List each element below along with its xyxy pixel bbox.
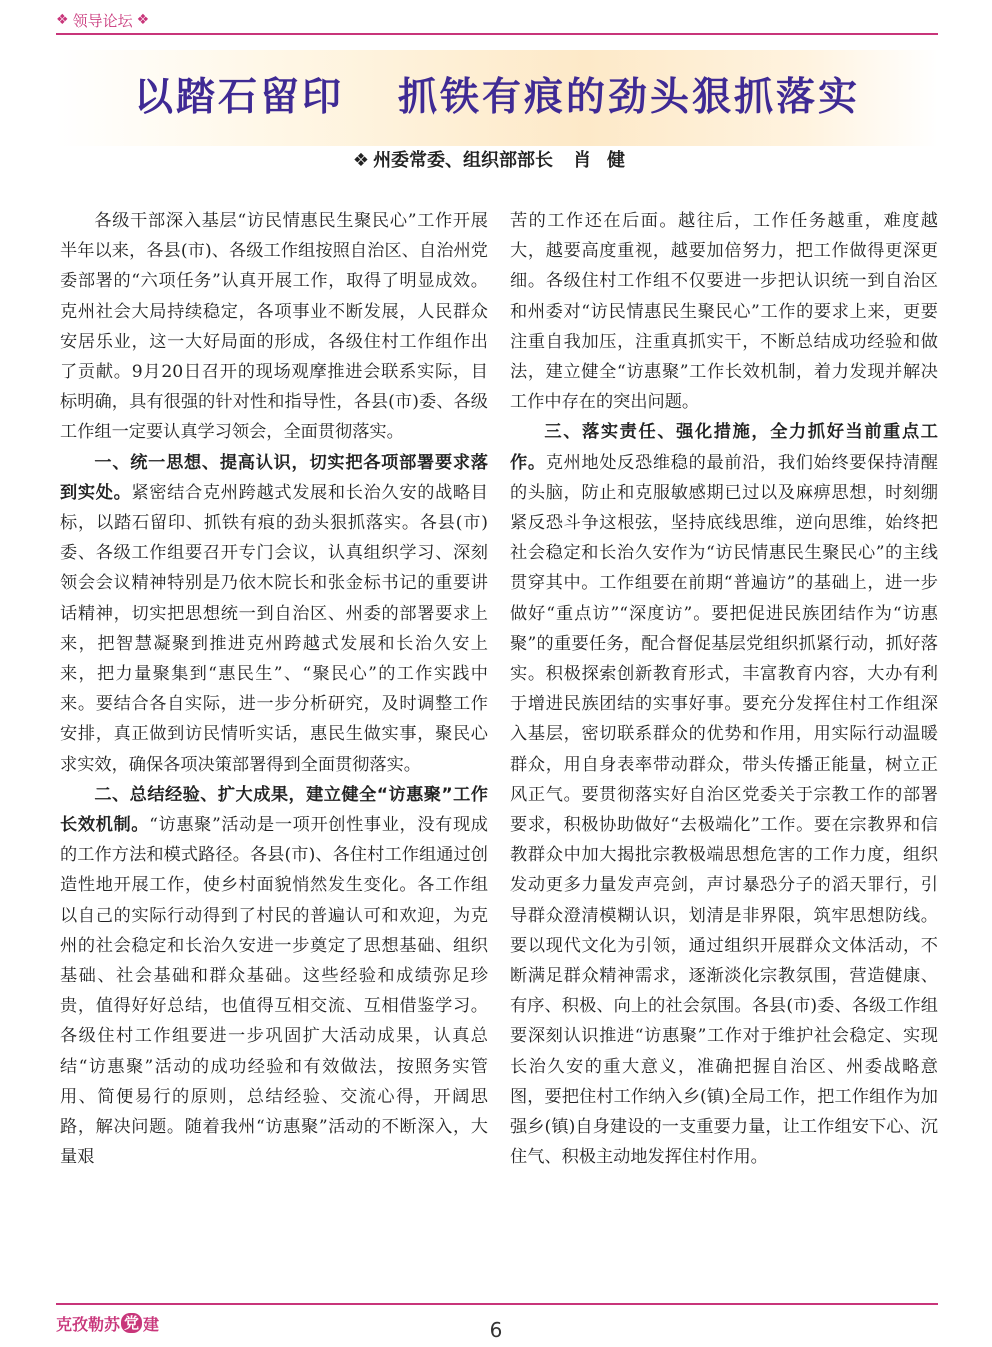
page-number: 6 [489, 1318, 503, 1342]
article-title [56, 66, 938, 122]
section-1-heading: 一、统一思想、提高认识，切实把各项部署要求落到实处。 [60, 452, 488, 503]
paragraph-intro: 各级干部深入基层“访民情惠民生聚民心”工作开展半年以来，各县(市)、各级工作组按照自治区、自治州党委部署的“六项任务”认真开展工作，取得了明显成效。克州社会大局持续稳定，各项事业不断发展，人民群众安居乐业，这一大好局面的形成，各级住村工作组作出了贡献。9月20日召开的现场观摩推进会联系实际，目标明确，具有很强的针对性和指导性，各县(市)委、各级工作组一定要认真学习领会，全面贯彻落实。 [60, 211, 488, 443]
author-line [56, 146, 938, 172]
brand-text: 克孜勒苏 [56, 1314, 121, 1334]
ornament-icon: ❖ [136, 12, 150, 28]
section-label: 领导论坛 [72, 11, 133, 30]
diamond-icon: ❖ [352, 150, 370, 171]
title-part-2: 抓铁有痕的劲头狠抓落实 [398, 75, 861, 120]
author-name: 肖健 [573, 150, 642, 171]
section-2-heading: 二、总结经验、扩大成果，建立健全“访惠聚”工作长效机制。 [60, 784, 488, 836]
right-column [510, 206, 938, 1173]
ornament-icon: ❖ [56, 12, 69, 28]
author-role: 州委常委、组织部部长 [373, 150, 554, 171]
paragraph-section-2 [60, 780, 488, 1173]
section-tag [56, 9, 149, 31]
brand-text-jian: 建 [143, 1314, 160, 1334]
left-column [60, 206, 488, 1173]
section-3-body: 克州地处反恐维稳的最前沿，我们始终要保持清醒的头脑，防止和克服敏感期已过以及麻痹思想，时刻绷紧反恐斗争这根弦，坚持底线思维，逆向思维，始终把社会稳定和长治久安作为“访民情惠民生聚民心”的主线贯穿其中。工作组要在前期“普遍访”的基础上，进一步做好“重点访”“深度访”。要把促进民族团结作为“访惠聚”的重要任务，配合督促基层党组织抓紧行动，抓好落实。积极探索创新教育形式，丰富教育内容，大办有利于增进民族团结的实事好事。要充分发挥住村工作组深入基层，密切联系群众的优势和作用，用实际行动温暖群众，用自身表率带动群众，带头传播正能量，树立正风正气。要贯彻落实好自治区党委关于宗教工作的部署要求，积极协助做好“去极端化”工作。要在宗教界和信教群众中加大揭批宗教极端思想危害的工作力度，组织发动更多力量发声亮剑，声讨暴恐分子的滔天罪行，引导群众澄清模糊认识，划清是非界限，筑牢思想防线。要以现代文化为引领，通过组织开展群众文体活动，不断满足群众精神需求，逐渐淡化宗教氛围，营造健康、有序、积极、向上的社会氛围。各县(市)委、各级工作组要深刻认识推进“访惠聚”工作对于维护社会稳定、实现长治久安的重大意义，准确把握自治区、州委战略意图，要把住村工作纳入乡(镇)全局工作，把工作组作为加强乡(镇)自身建设的一支重要力量，让工作组安下心、沉住气、积极主动地发挥住村作用。 [510, 452, 938, 1168]
paragraph-section-1 [60, 448, 488, 780]
title-part-1: 以踏石留印 [133, 75, 344, 120]
paragraph-section-3 [510, 417, 938, 1172]
footer-rule [56, 1303, 938, 1305]
header-rule [56, 33, 938, 35]
paragraph-section-2-continued: 苦的工作还在后面。越往后，工作任务越重，难度越大，越要高度重视，越要加倍努力，把工作做得更深更细。各级住村工作组不仅要进一步把认识统一到自治区和州委对“访民情惠民生聚民心”工作的要求上来，更要注重自我加压，注重真抓实干，不断总结成功经验和做法，建立健全“访惠聚”工作长效机制，着力发现并解决工作中存在的突出问题。 [510, 211, 938, 413]
section-3-heading: 三、落实责任、强化措施，全力抓好当前重点工作。 [510, 422, 938, 473]
footer-brand [56, 1310, 159, 1336]
brand-badge-dang: 党 [121, 1313, 142, 1333]
section-1-body: 紧密结合克州跨越式发展和长治久安的战略目标，以踏石留印、抓铁有痕的劲头狠抓落实。各县(市)委、各级工作组要召开专门会议，认真组织学习、深刻领会会议精神特别是乃依木院长和张金标书记的重要讲话精神，切实把思想统一到自治区、州委的部署要求上来，把智慧凝聚到推进克州跨越式发展和长治久安上来，把力量聚集到“惠民生”、“聚民心”的工作实践中来。要结合各自实际，进一步分析研究，及时调整工作安排，真正做到访民情听实话，惠民生做实事，聚民心求实效，确保各项决策部署得到全面贯彻落实。 [60, 482, 488, 775]
section-2-body: “访惠聚”活动是一项开创性事业，没有现成的工作方法和模式路径。各县(市)、各住村工作组通过创造性地开展工作，使乡村面貌悄然发生变化。各工作组以自己的实际行动得到了村民的普遍认可和欢迎，为克州的社会稳定和长治久安进一步奠定了思想基础、组织基础、社会基础和群众基础。这些经验和成绩弥足珍贵，值得好好总结，也值得互相交流、互相借鉴学习。各级住村工作组要进一步巩固扩大活动成果，认真总结“访惠聚”活动的成功经验和有效做法，按照务实管用、简便易行的原则，总结经验、交流心得，开阔思路，解决问题。随着我州“访惠聚”活动的不断深入，大量艰 [60, 815, 488, 1168]
